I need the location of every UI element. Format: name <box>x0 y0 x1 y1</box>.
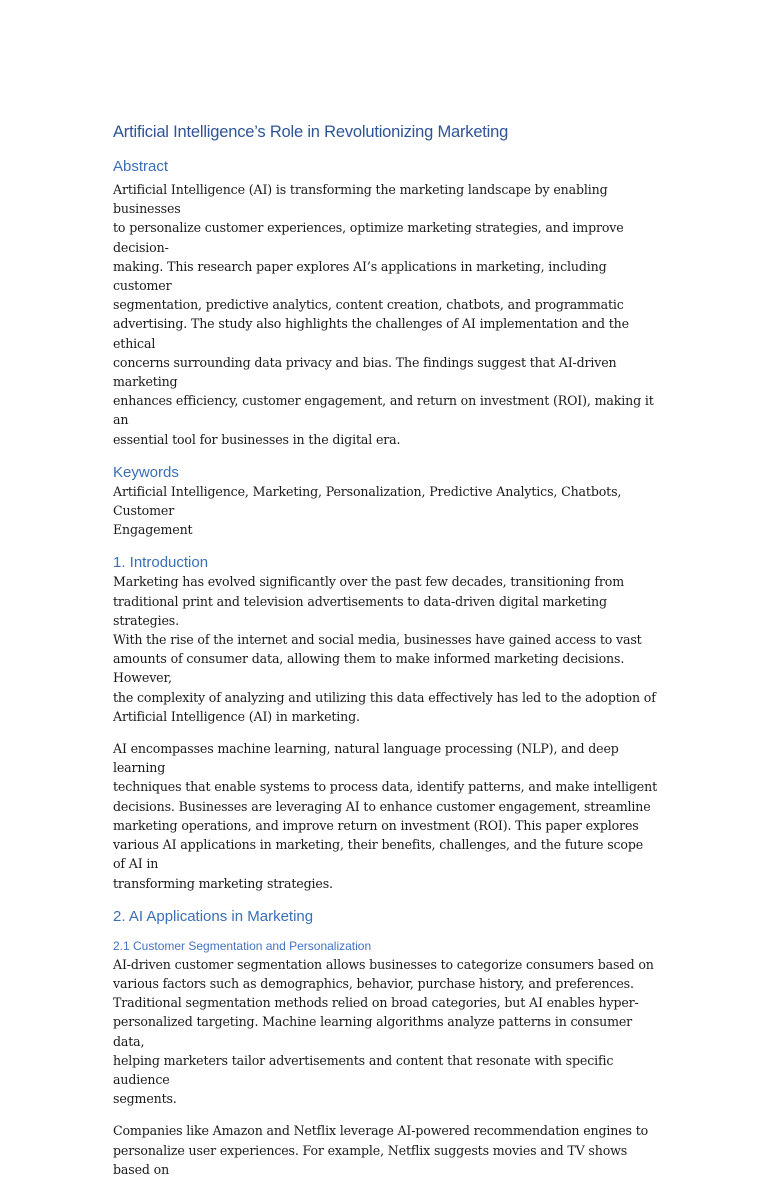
subsection-paragraph-1 <box>113 955 658 1109</box>
text-line: Marketing has evolved significantly over the past few decades, transitioning from <box>113 574 625 590</box>
text-line: marketing operations, and improve return on investment (ROI). This paper explores <box>113 817 639 833</box>
text-line: amounts of consumer data, allowing them to make informed marketing decisions. However, <box>113 651 625 686</box>
text-line: Traditional segmentation methods relied on broad categories, but AI enables hyper- <box>113 995 639 1011</box>
document-title: Artificial Intelligence’s Role in Revolutionizing Marketing <box>113 123 509 141</box>
text-line: decisions. Businesses are leveraging AI to enhance customer engagement, streamline <box>113 798 651 814</box>
text-line: advertising. The study also highlights the challenges of AI implementation and the ethical <box>113 316 629 351</box>
introduction-paragraph-2 <box>113 739 658 893</box>
subsection-paragraph-2 <box>113 1121 658 1179</box>
keywords-heading: Keywords <box>113 463 179 481</box>
text-line: helping marketers tailor advertisements and content that resonate with specific audience <box>113 1052 614 1087</box>
text-line: AI-driven customer segmentation allows businesses to categorize consumers based on <box>113 956 654 972</box>
text-line: essential tool for businesses in the digital era. <box>113 431 401 447</box>
introduction-heading: 1. Introduction <box>113 554 209 572</box>
text-line: With the rise of the internet and social media, businesses have gained access to vast <box>113 632 642 648</box>
text-line: concerns surrounding data privacy and bias. The findings suggest that AI-driven marketing <box>113 354 617 390</box>
keywords-paragraph <box>113 482 658 540</box>
text-line: personalize user experiences. For example, Netflix suggests movies and TV shows based on <box>113 1142 628 1177</box>
introduction-paragraph-1 <box>113 572 658 726</box>
text-line: various AI applications in marketing, their benefits, challenges, and the future scope of AI in <box>113 837 644 872</box>
text-line: the complexity of analyzing and utilizing this data effectively has led to the adoption of <box>113 689 656 705</box>
text-line: AI encompasses machine learning, natural language processing (NLP), and deep learning <box>113 741 619 776</box>
text-line: to personalize customer experiences, optimize marketing strategies, and improve decision- <box>113 220 624 255</box>
text-line: traditional print and television advertisements to data-driven digital marketing strategies. <box>113 593 607 628</box>
text-line: techniques that enable systems to process data, identify patterns, and make intelligent <box>113 779 657 795</box>
subsection-heading: 2.1 Customer Segmentation and Personalization <box>113 938 372 953</box>
text-line: various factors such as demographics, behavior, purchase history, and preferences. <box>113 975 634 991</box>
text-line: segments. <box>113 1091 177 1107</box>
text-line: enhances efficiency, customer engagement, and return on investment (ROI), making it an <box>113 393 654 428</box>
applications-heading: 2. AI Applications in Marketing <box>113 907 314 925</box>
text-line: Artificial Intelligence (AI) in marketing. <box>113 708 360 724</box>
abstract-paragraph <box>113 180 658 449</box>
text-line: Artificial Intelligence, Marketing, Personalization, Predictive Analytics, Chatbots, Customer <box>113 483 622 519</box>
text-line: Artificial Intelligence (AI) is transforming the marketing landscape by enabling businesses <box>113 182 608 217</box>
text-line: segmentation, predictive analytics, content creation, chatbots, and programmatic <box>113 297 624 313</box>
text-line: personalized targeting. Machine learning algorithms analyze patterns in consumer data, <box>113 1014 633 1049</box>
text-line: Companies like Amazon and Netflix leverage AI-powered recommendation engines to <box>113 1123 649 1139</box>
abstract-heading: Abstract <box>113 158 169 175</box>
text-line: Engagement <box>113 522 193 538</box>
text-line: making. This research paper explores AI’s applications in marketing, including customer <box>113 258 607 294</box>
text-line: transforming marketing strategies. <box>113 875 333 891</box>
